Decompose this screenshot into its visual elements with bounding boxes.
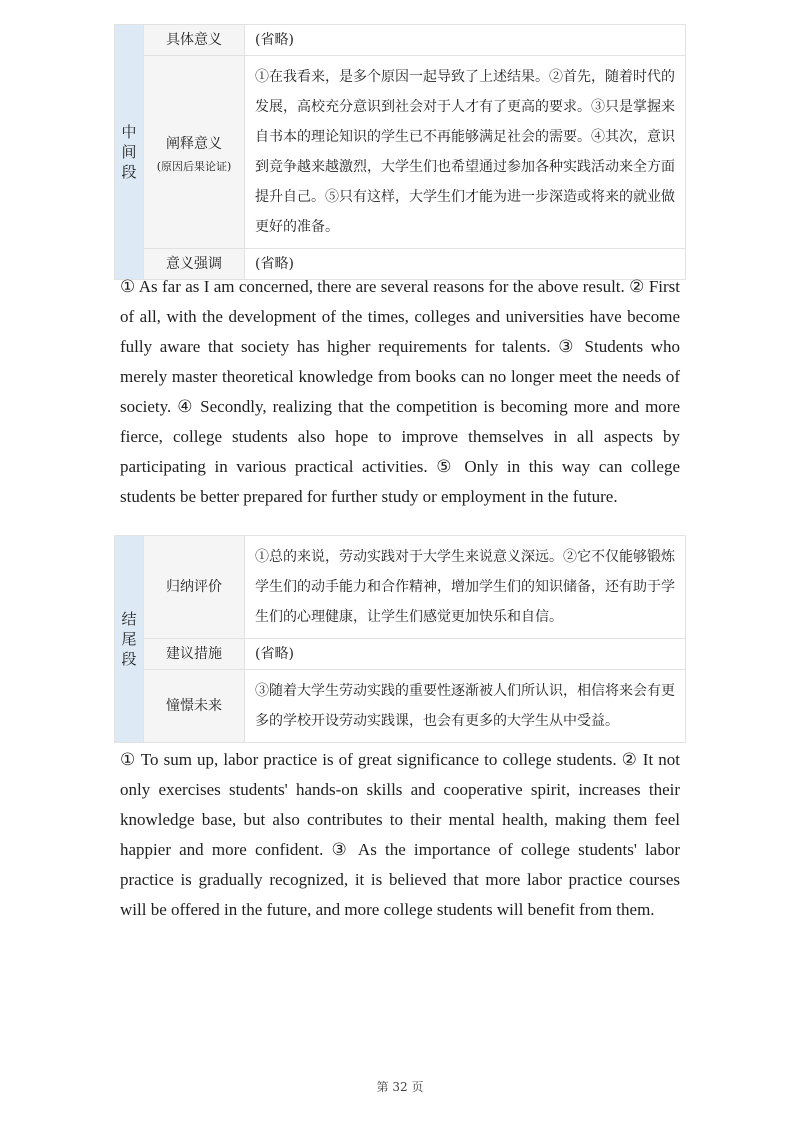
row-content-future: ③随着大学生劳动实践的重要性逐渐被人们所认识，相信将来会有更多的学校开设劳动实践课，也会有更多的大学生从中受益。	[245, 670, 686, 743]
section-char: 结	[121, 610, 137, 628]
section-char: 中	[121, 123, 137, 141]
section-char: 尾	[121, 630, 137, 648]
english-paragraph-2: ① To sum up, labor practice is of great significance to college students. ② It not only exercises students' hands-on skills and cooperative spirit, increases their knowledge base, but also contributes to their mental health, making them feel happier and more confident. ③ As the importance of college students' labor practice is gradually recognized, it is believed that more labor practice courses will be offered in the future, and more college students will benefit from them.	[120, 750, 680, 919]
row-content-suggestion: (省略)	[245, 639, 686, 670]
row-content-summary: ①总的来说，劳动实践对于大学生来说意义深远。②它不仅能够锻炼学生们的动手能力和合作精神，增加学生们的知识储备，还有助于学生们的心理健康，让学生们感觉更加快乐和自信。	[245, 536, 686, 639]
row-content-explain-meaning: ①在我看来，是多个原因一起导致了上述结果。②首先，随着时代的发展，高校充分意识到社会对于人才有了更高的要求。③只是掌握来自书本的理论知识的学生已不再能够满足社会的需要。④其次，意识到竞争越来越激烈，大学生们也希望通过参加各种实践活动来全方面提升自己。⑤只有这样，大学生们才能为进一步深造或将来的就业做更好的准备。	[245, 56, 686, 249]
middle-section-table	[114, 24, 686, 280]
section-label-ending	[115, 536, 144, 743]
row-label-explain-meaning	[144, 56, 245, 249]
row-content-specific-meaning: (省略)	[245, 25, 686, 56]
row-label-summary: 归纳评价	[144, 536, 245, 639]
row-content-emphasis: (省略)	[245, 249, 686, 280]
page-number: 第 32 页	[376, 1080, 424, 1094]
row-label-emphasis: 意义强调	[144, 249, 245, 280]
label-subtext: (原因后果论证)	[156, 160, 232, 173]
ending-section-table	[114, 535, 686, 743]
english-paragraph-1: ① As far as I am concerned, there are several reasons for the above result. ② First of all, with the development of the times, colleges and universities have become fully aware that society has higher requirements for talents. ③ Students who merely master theoretical knowledge from books can no longer meet the needs of society. ④ Secondly, realizing that the competition is becoming more and more fierce, college students also hope to improve themselves in all aspects by participating in various practical activities. ⑤ Only in this way can college students be better prepared for further study or employment in the future.	[120, 277, 680, 506]
row-label-future: 憧憬未来	[144, 670, 245, 743]
section-label-middle	[115, 25, 144, 280]
row-label-specific-meaning: 具体意义	[144, 25, 245, 56]
section-char: 间	[121, 143, 137, 161]
section-char: 段	[121, 650, 137, 668]
label-text: 阐释意义	[166, 136, 222, 152]
row-label-suggestion: 建议措施	[144, 639, 245, 670]
section-char: 段	[121, 163, 137, 181]
